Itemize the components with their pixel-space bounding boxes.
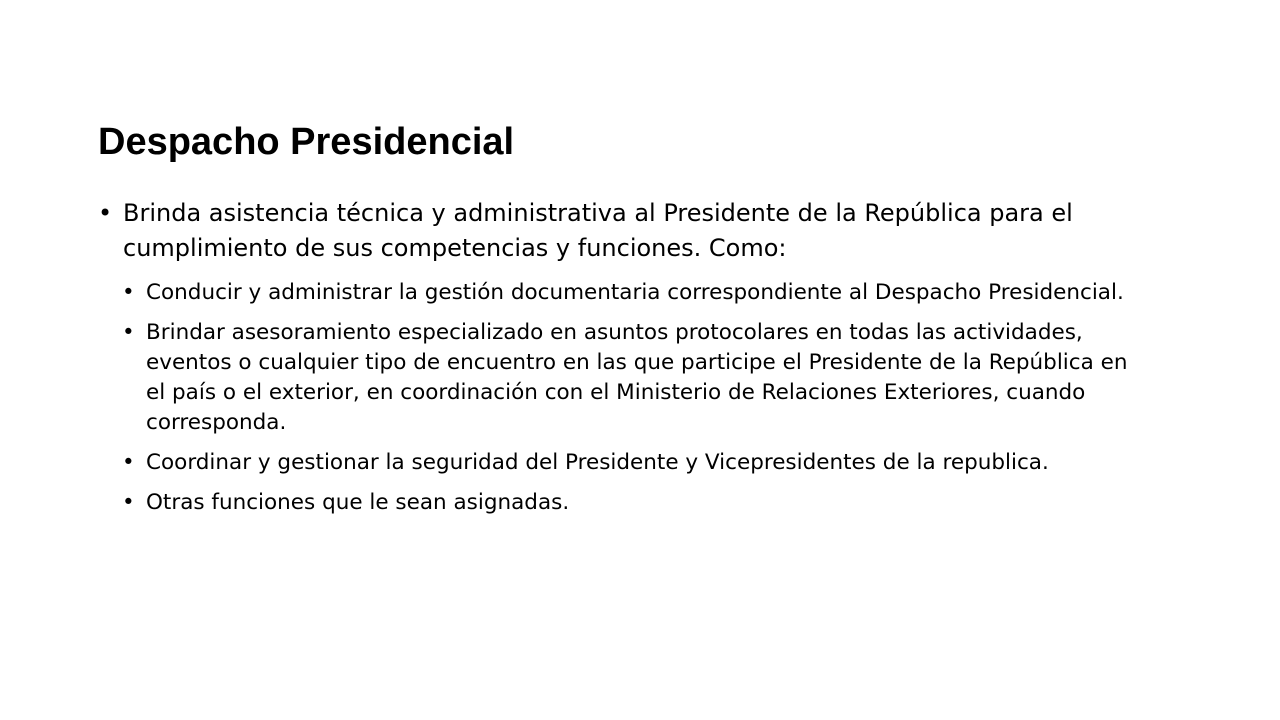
bullet-dot-icon: • xyxy=(122,320,135,345)
sub-bullet-list xyxy=(123,278,1218,518)
sub-bullet-text: Brindar asesoramiento especializado en asuntos protocolares en todas las actividades, eventos o cualquier tipo de encuentro en las que participe el Presidente de la República en el país o el exterior, en coordinación con el Ministerio de Relaciones Exteriores, cuando corresponda. xyxy=(146,320,1128,435)
bullet-dot-icon: • xyxy=(122,280,135,305)
bullet-dot-icon: • xyxy=(98,199,113,227)
slide-title: Despacho Presidencial xyxy=(98,121,515,163)
sub-bullet-text: Conducir y administrar la gestión documentaria correspondiente al Despacho Presidencial. xyxy=(146,280,1124,305)
sub-bullet-item xyxy=(98,448,1146,478)
bullet-dot-icon: • xyxy=(122,490,135,515)
sub-bullet-item xyxy=(98,318,1146,438)
main-bullet-text: Brinda asistencia técnica y administrativa al Presidente de la República para el cumplimiento de sus competencias y funciones. Como: xyxy=(123,199,1073,262)
sub-bullet-text: Otras funciones que le sean asignadas. xyxy=(146,490,570,515)
bullet-list xyxy=(98,196,1218,528)
sub-bullet-item xyxy=(98,488,1146,518)
sub-bullet-item xyxy=(98,278,1146,308)
main-bullet xyxy=(98,196,1218,518)
bullet-dot-icon: • xyxy=(122,450,135,475)
sub-bullet-text: Coordinar y gestionar la seguridad del Presidente y Vicepresidentes de la republica. xyxy=(146,450,1049,475)
